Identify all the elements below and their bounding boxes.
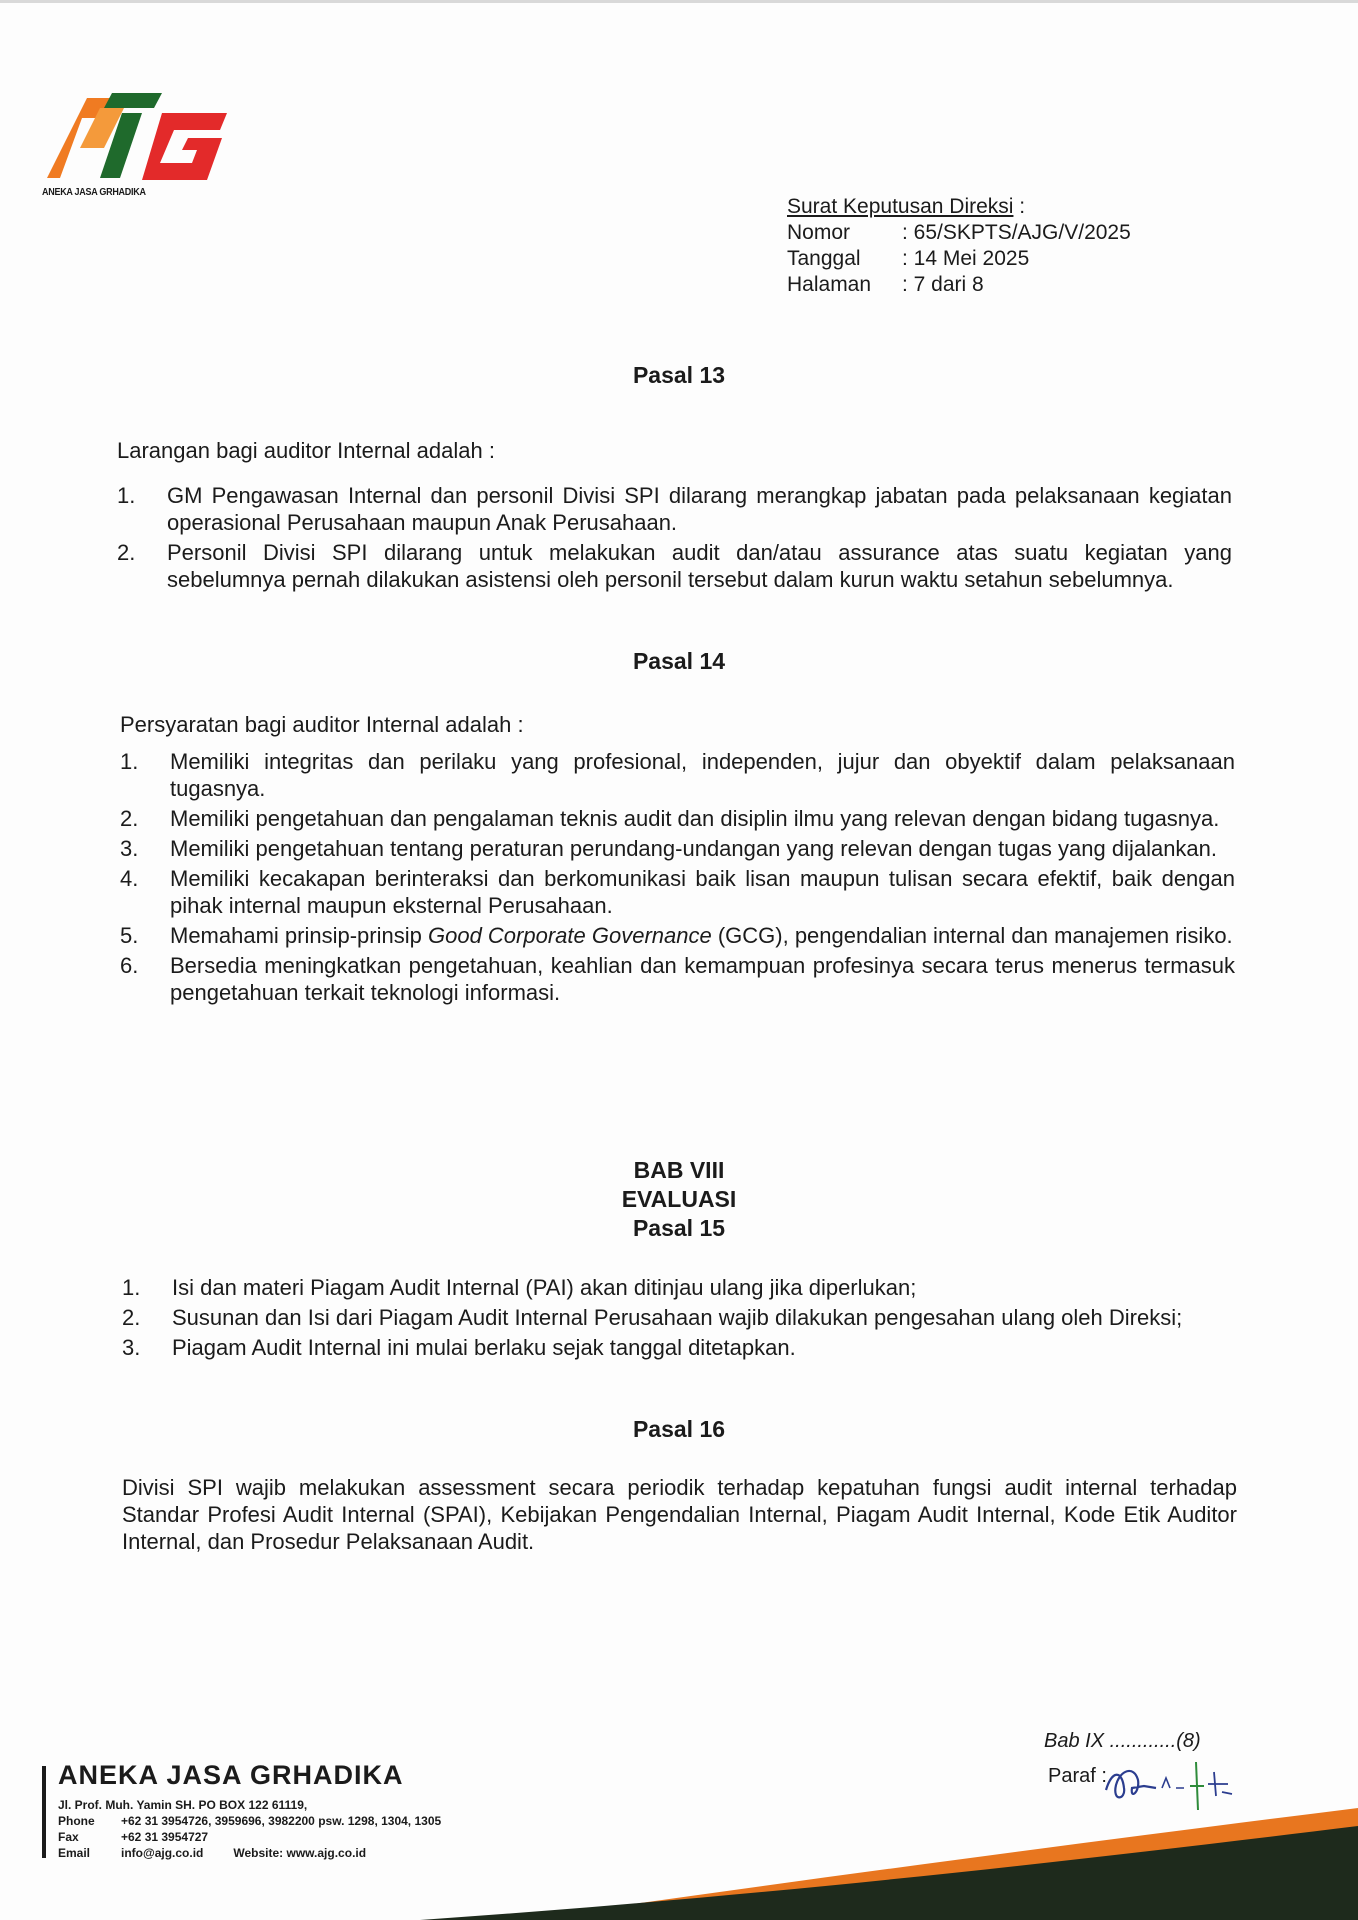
bab-title: BAB VIII — [633, 1157, 725, 1183]
pasal-15-list — [122, 1274, 1237, 1364]
meta-row-halaman — [787, 272, 1131, 298]
address-line: Jl. Prof. Muh. Yamin SH. PO BOX 122 61119, — [58, 1798, 308, 1812]
pasal-13-heading: Pasal 13 — [632, 362, 726, 388]
paraf-label: Paraf : — [1048, 1765, 1107, 1787]
list-text: (GCG), pengendalian internal dan manajemen risiko. — [711, 923, 1233, 948]
list-item — [120, 805, 1235, 832]
phone-value: +62 31 3954726, 3959696, 3982200 psw. 1298, 1304, 1305 — [121, 1814, 442, 1828]
list-item — [122, 1334, 1237, 1361]
footer-address — [58, 1797, 441, 1861]
list-text: Memiliki pengetahuan tentang peraturan perundang-undangan yang relevan dengan tugas yang dijalankan. — [170, 836, 1218, 861]
list-number: 2. — [120, 806, 139, 831]
list-text: Susunan dan Isi dari Piagam Audit Internal Perusahaan wajib dilakukan pengesahan ulang oleh Direksi; — [172, 1305, 1183, 1330]
email-label: Email — [58, 1846, 91, 1860]
list-number: 3. — [122, 1335, 141, 1360]
phone-label: Phone — [58, 1814, 95, 1828]
meta-title-colon: : — [1013, 195, 1026, 218]
list-item — [120, 748, 1235, 802]
next-chapter-note: Bab IX ............(8) — [1044, 1730, 1201, 1752]
list-number: 1. — [120, 749, 139, 774]
pasal-14-heading: Pasal 14 — [632, 648, 726, 674]
list-number: 1. — [117, 483, 136, 508]
list-number: 2. — [117, 540, 136, 565]
pasal-16-heading: Pasal 16 — [632, 1416, 726, 1442]
list-item — [120, 835, 1235, 862]
list-text: Personil Divisi SPI dilarang untuk melakukan audit dan/atau assurance atas suatu kegiatan yang sebelumnya pernah dilakukan asistensi oleh personil tersebut dalam kurun waktu setahun sebelumnya. — [167, 540, 1232, 592]
email-value: info@ajg.co.id — [121, 1846, 204, 1860]
pasal-13-intro: Larangan bagi auditor Internal adalah : — [117, 438, 495, 463]
list-item — [120, 922, 1235, 949]
pasal-16-text: Divisi SPI wajib melakukan assessment secara periodik terhadap kepatuhan fungsi audit internal terhadap Standar Profesi Audit Internal (SPAI), Kebijakan Pengendalian Internal, Piagam Audit Internal, Kode Etik Auditor Internal, dan Prosedur Pelaksanaan Audit. — [122, 1475, 1237, 1554]
list-number: 1. — [122, 1275, 141, 1300]
fax-value: +62 31 3954727 — [121, 1830, 209, 1844]
list-text: Memiliki kecakapan berinteraksi dan berkomunikasi baik lisan maupun tulisan secara efektif, baik dengan pihak internal maupun eksternal Perusahaan. — [170, 866, 1235, 918]
list-text: Memahami prinsip-prinsip — [170, 923, 428, 948]
pasal-14-intro: Persyaratan bagi auditor Internal adalah : — [120, 712, 524, 737]
list-item — [122, 1304, 1237, 1331]
top-border — [0, 0, 1358, 3]
logo-caption: ANEKA JASA GRHADIKA — [42, 187, 146, 198]
list-item — [120, 952, 1235, 1006]
list-number: 6. — [120, 953, 139, 978]
list-text: Bersedia meningkatkan pengetahuan, keahlian dan kemampuan profesinya secara terus menerus termasuk pengetahuan terkait teknologi informasi. — [170, 953, 1235, 1005]
bab-8-heading — [0, 1156, 1358, 1243]
fax-label: Fax — [58, 1830, 79, 1844]
list-number: 5. — [120, 923, 139, 948]
website-value: Website: www.ajg.co.id — [233, 1846, 367, 1860]
bab-subtitle: EVALUASI — [621, 1186, 737, 1212]
pasal-15-heading: Pasal 15 — [632, 1215, 726, 1241]
list-item — [117, 482, 1232, 536]
meta-row-nomor — [787, 220, 1131, 246]
pasal-13-list — [117, 482, 1232, 596]
pasal-14-list — [120, 748, 1235, 1009]
footer-accent-bar — [42, 1766, 46, 1858]
list-number: 2. — [122, 1305, 141, 1330]
decree-meta — [787, 194, 1131, 298]
list-text: Piagam Audit Internal ini mulai berlaku sejak tanggal ditetapkan. — [172, 1335, 796, 1360]
list-number: 4. — [120, 866, 139, 891]
meta-row-tanggal — [787, 246, 1131, 272]
list-text: Memiliki integritas dan perilaku yang profesional, independen, jujur dan obyektif dalam pelaksanaan tugasnya. — [170, 749, 1235, 801]
meta-key: Halaman — [787, 273, 872, 296]
meta-key: Nomor — [787, 221, 851, 244]
meta-value: : 7 dari 8 — [902, 273, 984, 296]
list-text: Isi dan materi Piagam Audit Internal (PAI) akan ditinjau ulang jika diperlukan; — [172, 1275, 917, 1300]
meta-value: : 65/SKPTS/AJG/V/2025 — [902, 221, 1131, 244]
list-number: 3. — [120, 836, 139, 861]
list-text: GM Pengawasan Internal dan personil Divisi SPI dilarang merangkap jabatan pada pelaksanaan kegiatan operasional Perusahaan maupun Anak Perusahaan. — [167, 483, 1232, 535]
list-item — [120, 865, 1235, 919]
meta-key: Tanggal — [787, 247, 861, 270]
list-text: Memiliki pengetahuan dan pengalaman teknis audit dan disiplin ilmu yang relevan dengan bidang tugasnya. — [170, 806, 1220, 831]
list-item — [122, 1274, 1237, 1301]
company-logo — [42, 88, 232, 203]
footer-company-name: ANEKA JASA GRHADIKA — [58, 1760, 404, 1790]
list-item — [117, 539, 1232, 593]
list-text-italic: Good Corporate Governance — [427, 923, 712, 948]
meta-value: : 14 Mei 2025 — [902, 247, 1030, 270]
meta-title: Surat Keputusan Direksi — [787, 195, 1014, 218]
